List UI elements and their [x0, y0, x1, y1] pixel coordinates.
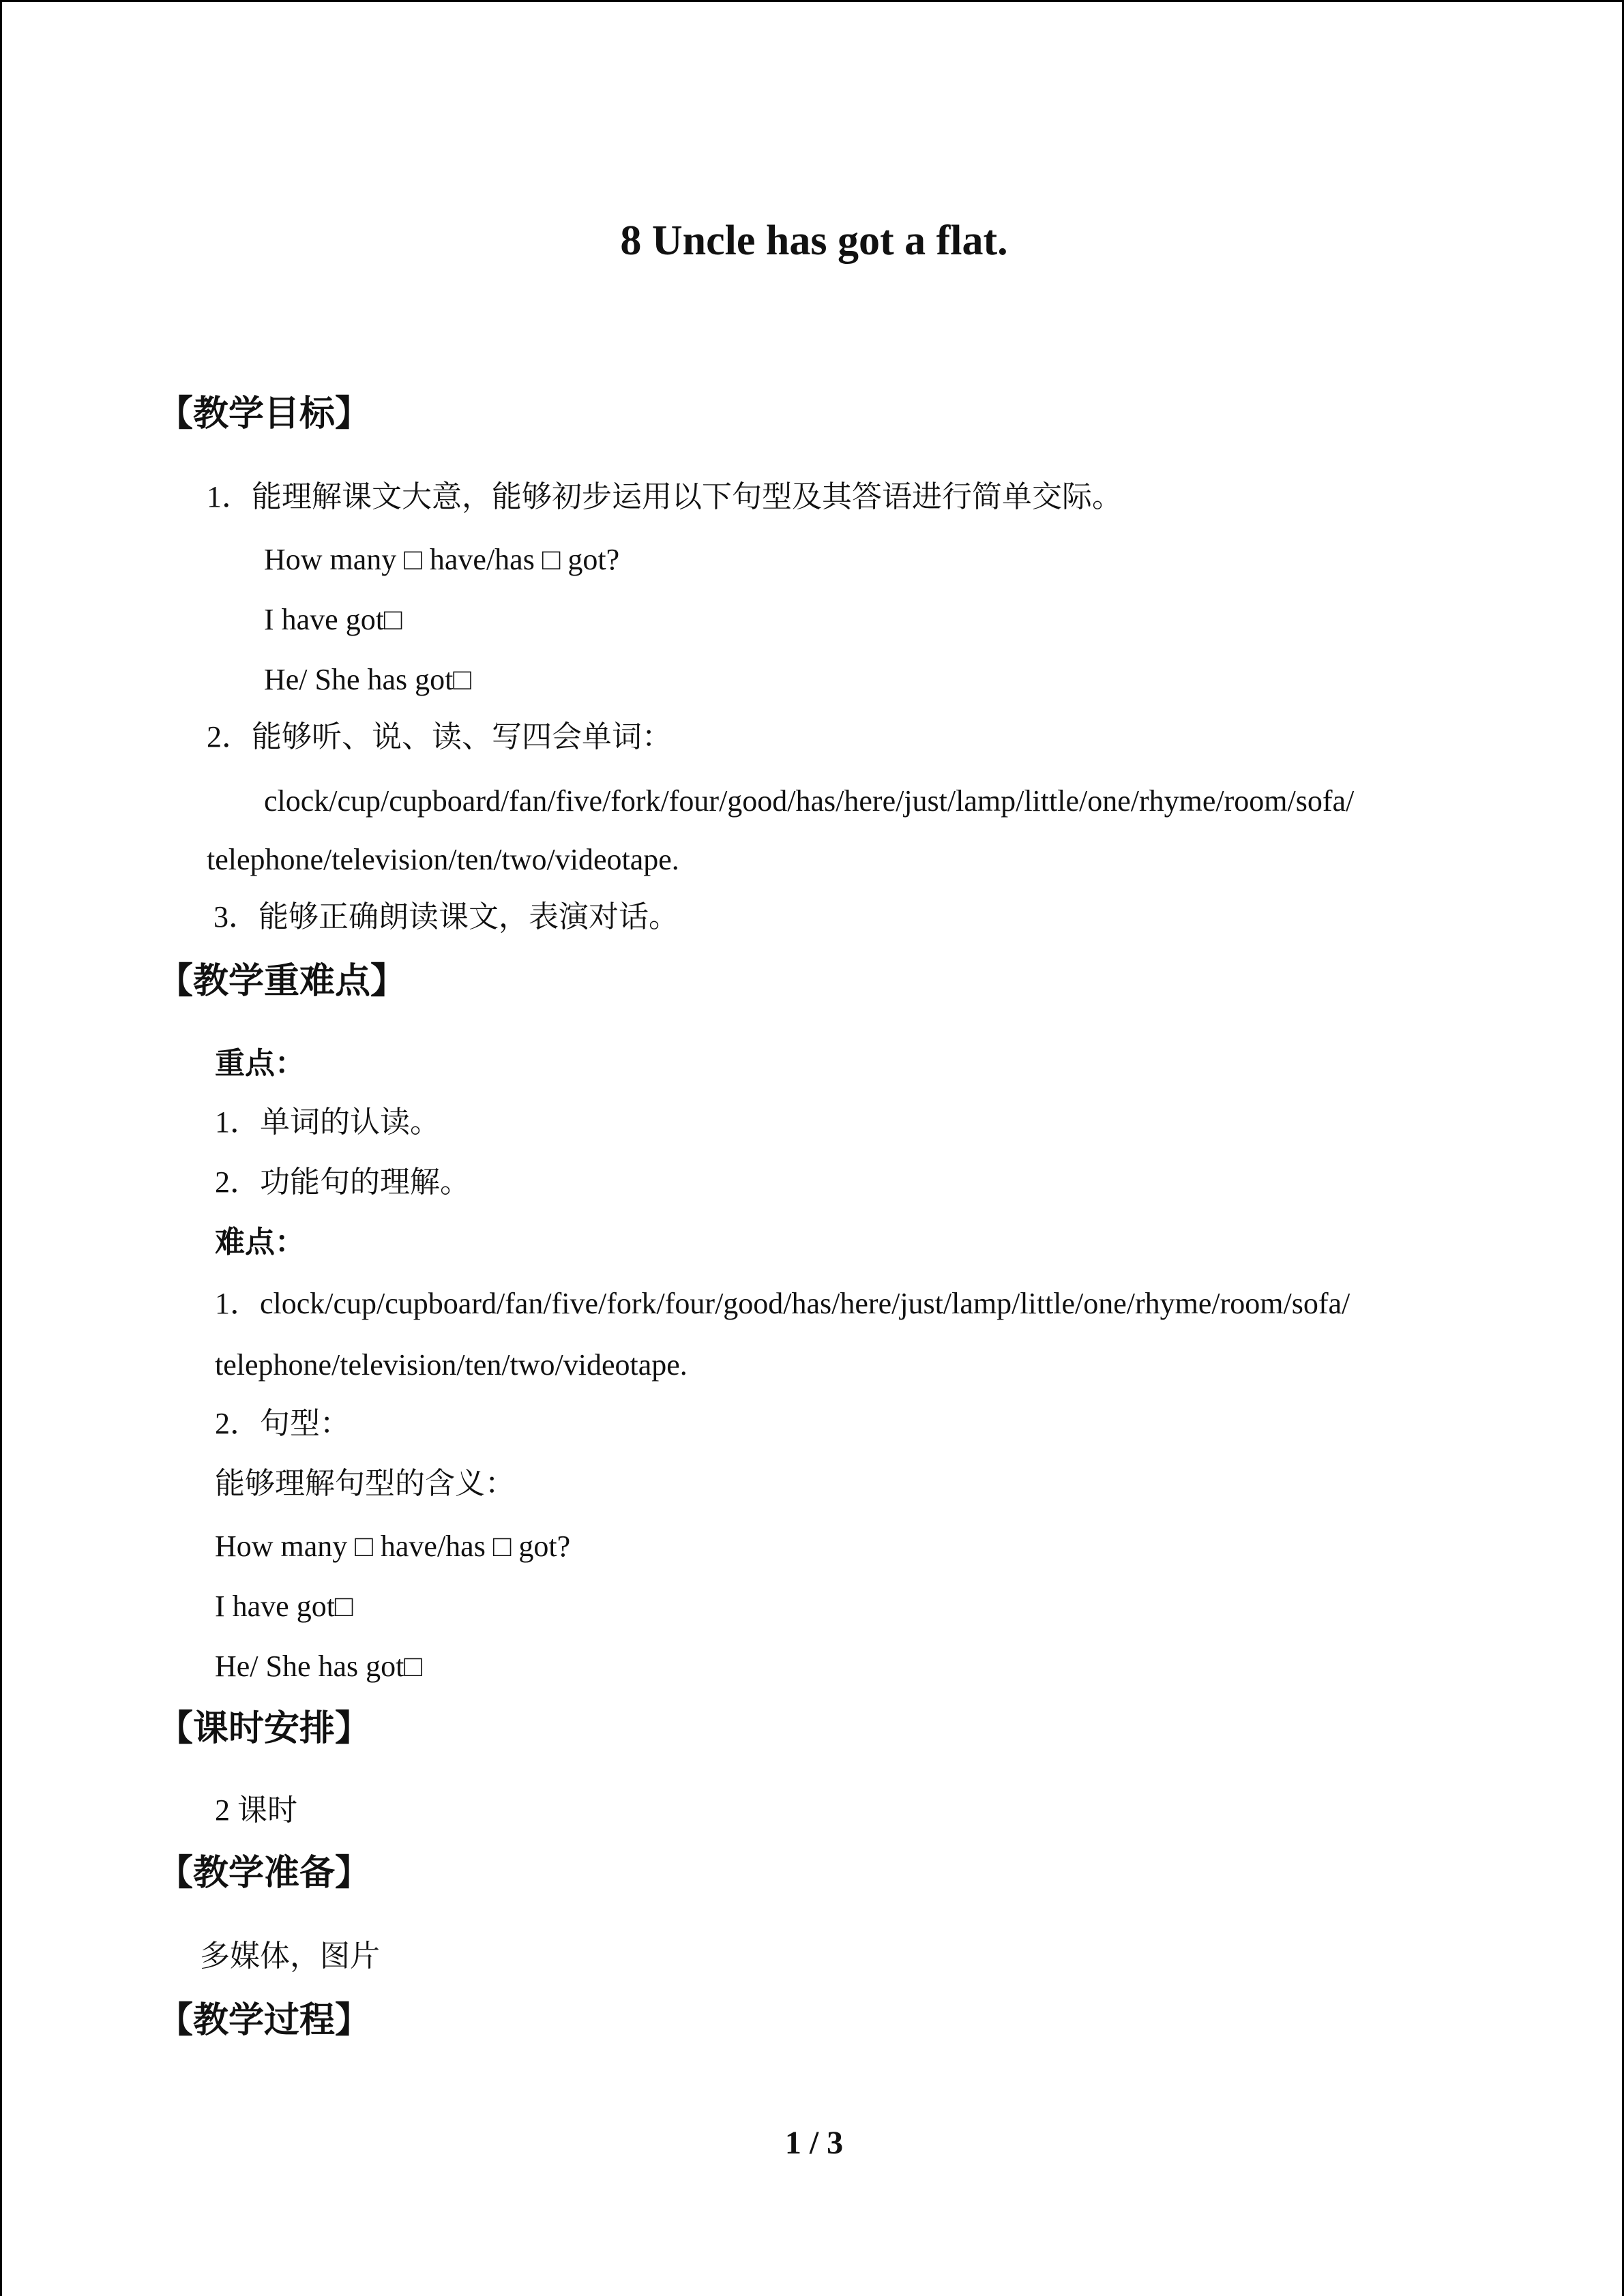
- objective-item-1: 1．能理解课文大意，能够初步运用以下句型及其答语进行简单交际。: [207, 480, 1122, 513]
- focus-label: 重点：: [215, 1047, 305, 1080]
- heading-preparation: 【教学准备】: [158, 1854, 371, 1893]
- difficulty-item-2: 2．句型：: [215, 1407, 350, 1440]
- focus-item-2: 2．功能句的理解。: [215, 1165, 470, 1199]
- objective-pattern-2: I have got□: [264, 603, 402, 636]
- objective-item-3: 3．能够正确朗读课文，表演对话。: [213, 900, 679, 934]
- focus-item-1: 1．单词的认读。: [215, 1105, 440, 1139]
- difficulty-pattern-1: How many □ have/has □ got?: [215, 1530, 571, 1563]
- difficulty-pattern-2: I have got□: [215, 1590, 353, 1623]
- heading-objectives: 【教学目标】: [158, 395, 371, 434]
- document-title: 8 Uncle has got a flat.: [620, 218, 1008, 264]
- difficulty-item-1-line-1: 1．clock/cup/cupboard/fan/five/fork/four/good/has/here/just/lamp/little/one/rhyme/room/sofa/: [215, 1287, 1350, 1320]
- objective-pattern-1: How many □ have/has □ got?: [264, 543, 620, 576]
- schedule-text: 2 课时: [215, 1793, 297, 1827]
- objective-words-line-1: clock/cup/cupboard/fan/five/fork/four/good/has/here/just/lamp/little/one/rhyme/room/sofa/: [264, 784, 1355, 818]
- difficulty-description: 能够理解句型的含义：: [215, 1467, 515, 1500]
- difficulty-item-1-line-2: telephone/television/ten/two/videotape.: [215, 1348, 688, 1382]
- difficulty-pattern-3: He/ She has got□: [215, 1650, 422, 1683]
- objective-words-line-2: telephone/television/ten/two/videotape.: [207, 843, 679, 876]
- heading-key-points: 【教学重难点】: [158, 962, 407, 1001]
- difficulty-label: 难点：: [215, 1225, 305, 1259]
- objective-item-2: 2．能够听、说、读、写四会单词：: [207, 720, 672, 754]
- heading-schedule: 【课时安排】: [158, 1710, 371, 1748]
- preparation-text: 多媒体，图片: [200, 1939, 380, 1973]
- page-number: 1 / 3: [784, 2125, 844, 2161]
- objective-pattern-3: He/ She has got□: [264, 663, 471, 696]
- heading-process: 【教学过程】: [158, 2001, 371, 2040]
